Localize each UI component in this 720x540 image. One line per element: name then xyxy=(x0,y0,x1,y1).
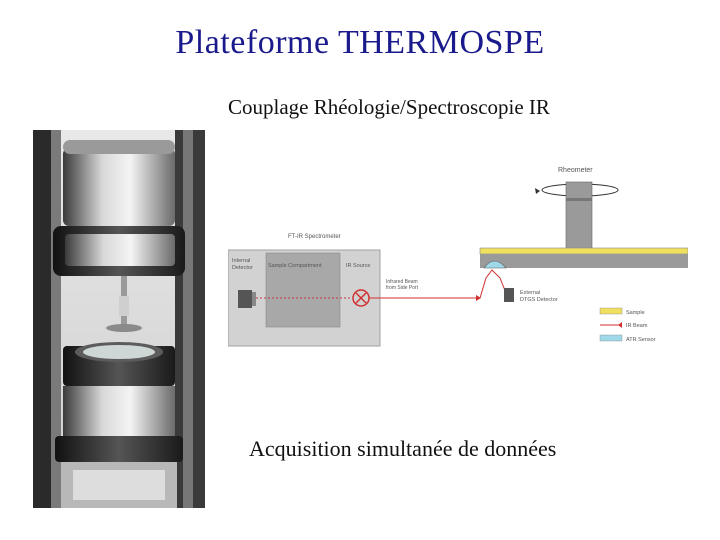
atr-stage xyxy=(480,254,688,268)
ftir-label: FT-IR Spectrometer xyxy=(288,234,341,240)
legend-sample: Sample xyxy=(626,310,645,316)
ir-source-label: IR Source xyxy=(346,263,371,269)
external-detector-label: External DTGS Detector xyxy=(520,290,558,303)
legend-atr-sensor: ATR Sensor xyxy=(626,337,656,343)
slide-caption: Acquisition simultanée de données xyxy=(246,436,559,462)
slide-title: Plateforme THERMOSPE xyxy=(175,24,545,61)
infrared-beam-label: Infrared Beam from Side Port xyxy=(386,279,418,291)
internal-detector xyxy=(238,290,252,308)
legend-ir-beam: IR Beam xyxy=(626,323,648,329)
external-detector xyxy=(504,288,514,302)
coupling-schematic xyxy=(228,158,688,350)
rheometer-shaft xyxy=(566,182,592,254)
sample-layer xyxy=(480,248,688,254)
rheometer-photo xyxy=(33,130,205,508)
slide-subtitle: Couplage Rhéologie/Spectroscopie IR xyxy=(228,95,550,119)
legend-swatch-atr-sensor xyxy=(600,335,622,341)
sample-compartment-label: Sample Compartment xyxy=(268,263,322,269)
legend xyxy=(600,308,656,343)
internal-detector-label: Internal Detector xyxy=(232,258,253,271)
legend-swatch-sample xyxy=(600,308,622,314)
rheometer-label: Rheometer xyxy=(558,167,593,174)
